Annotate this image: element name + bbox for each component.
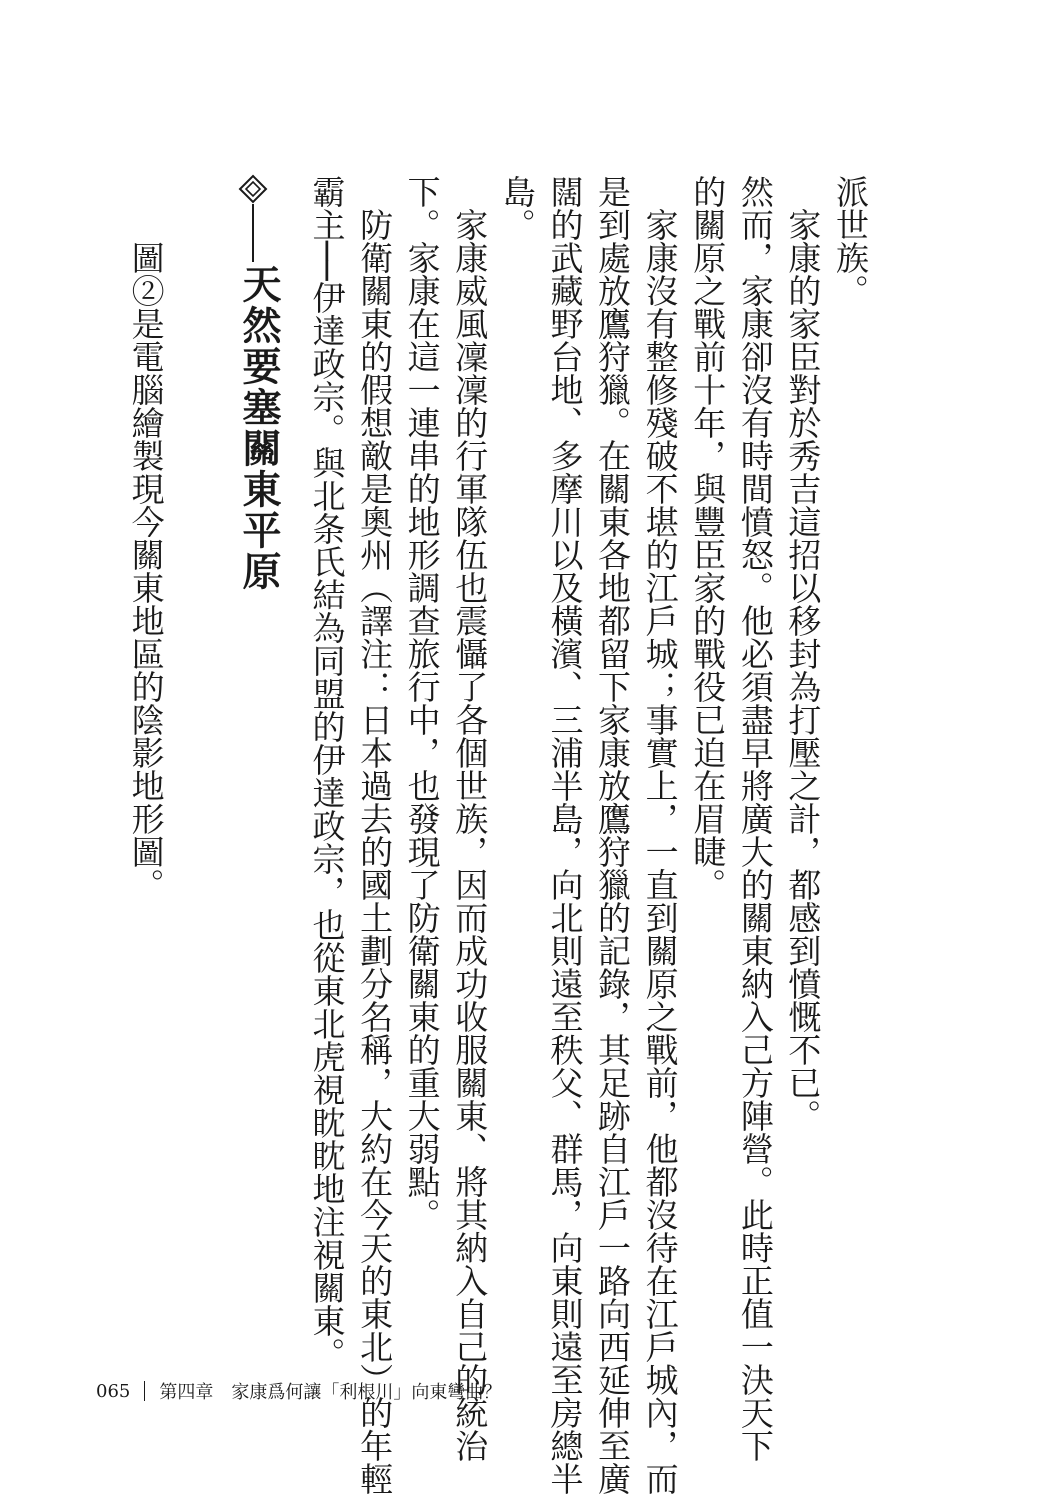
text-line: 家康的家臣對於秀吉這招以移封為打壓之計，都感到憤慨不已。	[783, 175, 823, 1132]
text-line: 然而，家康卻沒有時間憤怒。他必須盡早將廣大的關東納入己方陣營。此時正值一決天下	[735, 175, 775, 1462]
text-line: 防衛關東的假想敵是奧州（譯注：日本過去的國土劃分名稱，大約在今天的東北）的年輕	[355, 175, 395, 1495]
page-footer	[96, 1378, 501, 1404]
chapter-title: 第四章 家康爲何讓「利根川」向東彎曲？	[159, 1382, 502, 1403]
text-line: 的關原之戰前十年，與豐臣家的戰役已迫在眉睫。	[688, 175, 728, 901]
footer-divider	[144, 1381, 145, 1401]
section-title: 天然要塞關東平原	[236, 264, 281, 592]
text-line: 闊的武藏野台地、多摩川以及橫濱、三浦半島，向北則遠至秩父、群馬，向東則遠至房總半	[545, 175, 585, 1495]
after-heading-text: 圖②是電腦繪製現今關東地區的陰影地形圖。	[126, 208, 166, 901]
heading-rule	[252, 204, 254, 262]
text-line: 霸主──伊達政宗。與北条氏結為同盟的伊達政宗，也從東北虎視眈眈地注視關東。	[307, 175, 347, 1370]
text-line: 下。家康在這一連串的地形調查旅行中，也發現了防衛關東的重大弱點。	[402, 175, 442, 1231]
text-line: 島。	[497, 175, 537, 241]
text-line: 是到處放鷹狩獵。在關東各地都留下家康放鷹狩獵的記錄，其足跡自江戶一路向西延伸至廣	[593, 175, 633, 1495]
diamond-ornament-icon	[238, 174, 268, 204]
text-line: 派世族。	[831, 175, 870, 307]
text-line: 家康沒有整修殘破不堪的江戶城；事實上，一直到關原之戰前，他都沒待在江戶城內，而	[640, 175, 680, 1495]
section-heading	[222, 170, 282, 592]
text-line: 家康威風凜凜的行軍隊伍也震懾了各個世族，因而成功收服關東、將其納入自己的統治	[450, 175, 490, 1462]
page-number: 065	[96, 1380, 131, 1402]
